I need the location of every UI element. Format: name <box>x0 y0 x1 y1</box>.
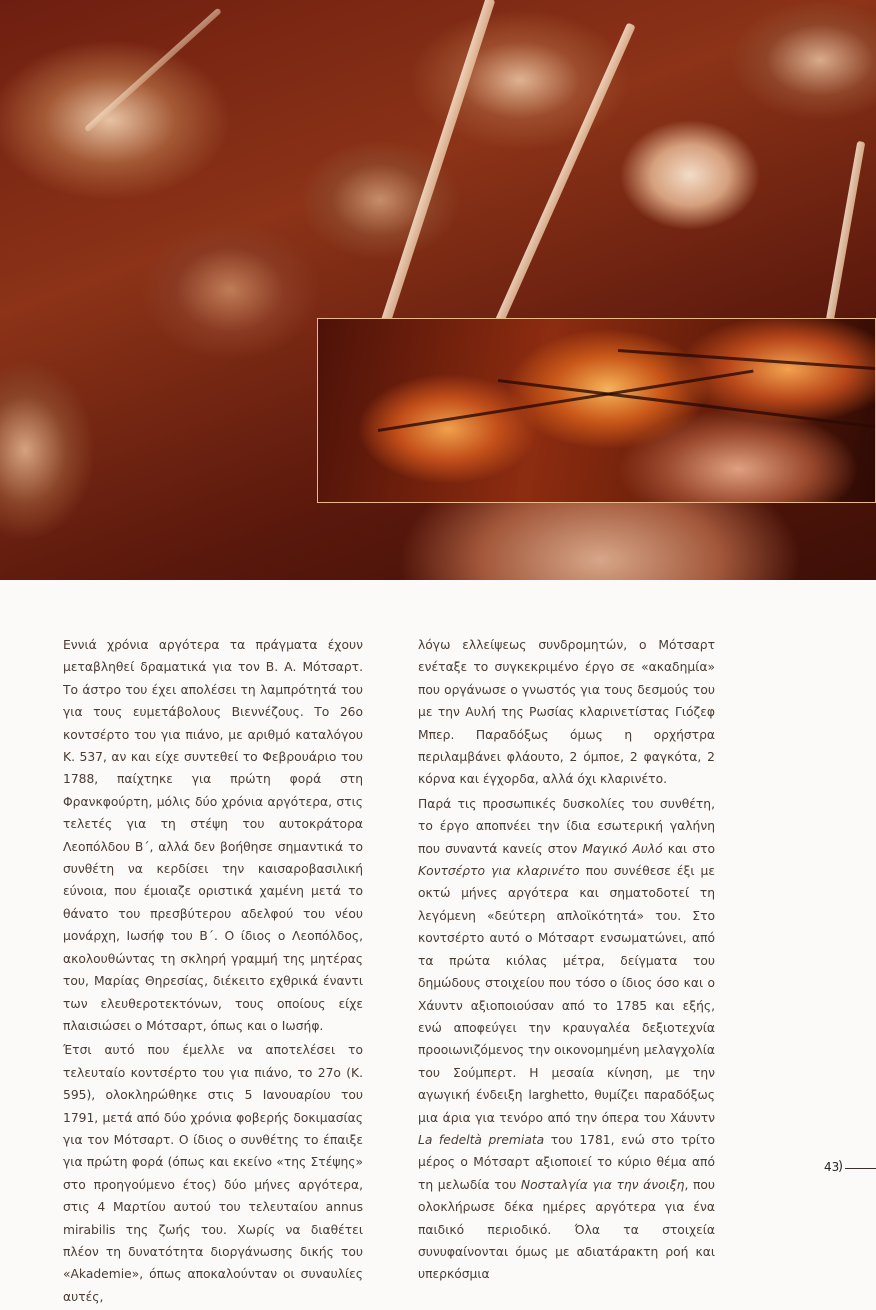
article-column-right <box>418 634 715 1288</box>
page-number-bracket: ) <box>838 1159 844 1174</box>
work-title: La fedeltà premiata <box>418 1132 545 1147</box>
page-number-rule <box>845 1168 876 1169</box>
article-column-left <box>63 634 363 1310</box>
text-run: και στο <box>662 841 715 856</box>
text-run: του 1781, ενώ στο τρίτο μέρος ο Μότσαρτ αξιοποιεί το κύριο θέμα από τη μελωδία του <box>418 1132 715 1192</box>
violin-bow <box>493 22 635 327</box>
violin-bow <box>823 141 866 339</box>
violin-bow <box>84 8 222 133</box>
violin-string <box>378 370 754 432</box>
violin-string <box>618 349 876 370</box>
text-run: , που ολοκλήρωσε δέκα ημέρες αργότερα για ένα παιδικό περιοδικό. Όλα τα στοιχεία συνυφαίνονται όμως με αδιατάρακτη ροή και υπερκόσμια <box>418 1177 715 1282</box>
text-run: που συνέθεσε έξι με οκτώ μήνες αργότερα και σηματοδοτεί τη λεγόμενη «δεύτερη απλοϊκότητά» του. Στο κοντσέρτο αυτό ο Μότσαρτ ενσωματώνει, από τα πρώτα κιόλας μέτρα, δείγματα του δημώδους στοιχείου που τόσο ο ίδιος όσο και ο Χάυντν αξιοποιούσαν από το 1785 και εξής, ενώ αποφεύγει την κραυγαλέα δεξιοτεχνία προοιωνιζόμενος την οικονομημένη μελαγχολία του Σούμπερτ. Η μεσαία κίνηση, με την αγωγική ένδειξη larghetto, θυμίζει παραδόξως μια άρια για τενόρο από την όπερα του Χάυντν <box>418 864 715 1125</box>
work-title: Νοσταλγία για την άνοιξη <box>520 1177 685 1192</box>
orchestra-rehearsal-photo <box>0 0 876 580</box>
paragraph <box>418 793 715 1286</box>
page-number: 43 <box>824 1160 840 1174</box>
work-title: Κοντσέρτο για κλαρινέτο <box>418 864 580 879</box>
text-run: Παρά τις προσωπικές δυσκολίες του συνθέτη, το έργο αποπνέει την ίδια εσωτερική γαλήνη που συναντά κανείς στον <box>418 796 715 856</box>
violin-bow <box>375 0 496 343</box>
paragraph: λόγω ελλείψεως συνδρομητών, ο Μότσαρτ ενέταξε το συγκεκριμένο έργο σε «ακαδημία» που οργάνωσε ο γνωστός για τους δεσμούς του με την Αυλή της Ρωσίας κλαρινετίστας Γιόζεφ Μπερ. Παραδόξως όμως η ορχήστρα περιλαμβάνει φλάουτο, 2 όμποε, 2 φαγκότα, 2 κόρνα και έγχορδα, αλλά όχι κλαρινέτο. <box>418 638 715 787</box>
paragraph: Έτσι αυτό που έμελλε να αποτελέσει το τελευταίο κοντσέρτο του για πιάνο, το 27ο (Κ. 595), ολοκληρώθηκε στις 5 Ιανουαρίου του 1791, μετά από δύο χρόνια φοβερής δοκιμασίας για τον Μότσαρτ. Ο ίδιος ο συνθέτης το έπαιξε για πρώτη φορά (όπως και εκείνο «της Στέψης» στο προηγούμενο έτος) δύο μήνες αργότερα, στις 4 Μαρτίου αυτού του τελευταίου annus mirabilis της ζωής του. Χωρίς να διαθέτει πλέον τη δυνατότητα διοργάνωσης δικής του «Akademie», όπως αποκαλούνταν οι συναυλίες αυτές, <box>63 1043 363 1304</box>
work-title: Μαγικό Αυλό <box>582 841 663 856</box>
paragraph: Εννιά χρόνια αργότερα τα πράγματα έχουν μεταβληθεί δραματικά για τον Β. Α. Μότσαρτ. Το άστρο του έχει απολέσει τη λαμπρότητά του για τους ευμετάβολους Βιεννέζους. Το 26ο κοντσέρτο του για πιάνο, με αριθμό καταλόγου Κ. 537, αν και είχε συντεθεί το Φεβρουάριο του 1788, παίχτηκε για πρώτη φορά στη Φρανκφούρτη, μόλις δύο χρόνια αργότερα, στις τελετές για τη στέψη του αυτοκράτορα Λεοπόλδου Β΄, αλλά δεν βοήθησε σημαντικά το συνθέτη να κερδίσει την καισαροβασιλική εύνοια, που έμοιαζε οριστικά χαμένη μετά το θάνατο του πρεσβύτερου αδελφού του νέου μονάρχη, Ιωσήφ του Β΄. Ο ίδιος ο Λεοπόλδος, ακολουθώντας τη σκληρή γραμμή της μητέρας του, Μαρίας Θηρεσίας, διέκειτο εχθρικά έναντι των ελευθεροτεκτόνων, τους οποίους είχε πλαισιώσει ο Μότσαρτ, όπως και ο Ιωσήφ. <box>63 638 363 1033</box>
violin-closeup-photo <box>317 318 876 503</box>
